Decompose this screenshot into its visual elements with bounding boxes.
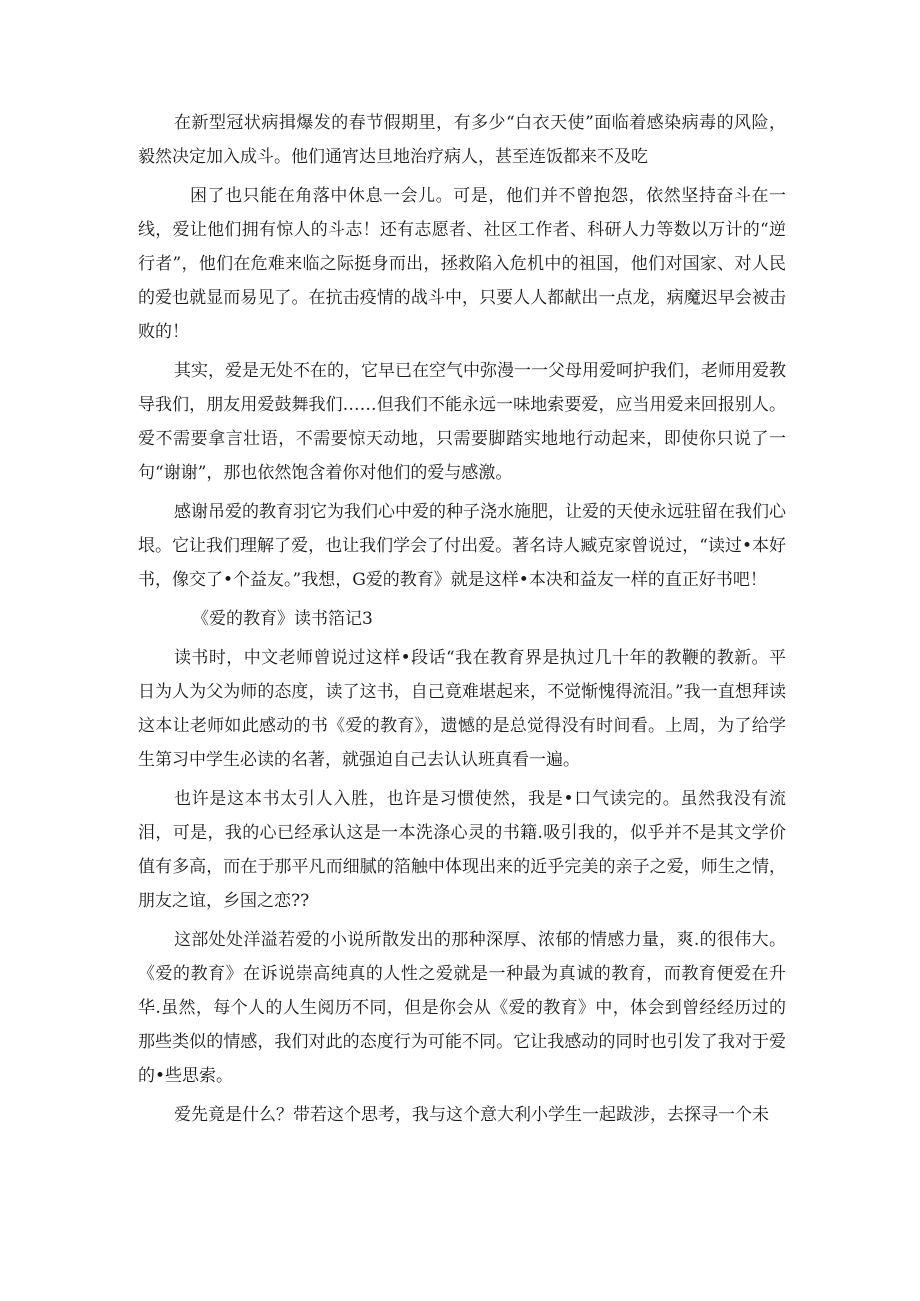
paragraph-5: 读书时，中文老师曾说过这样•段话“我在教育界是执过几十年的教鞭的教新。平日为人为父为师的态度，读了这书，自己竟难堪起来，不觉惭愧得流泪。”我一直想拜读这本让老师如此感动的书《爱的教育》，遗憾的是总觉得没有时间看。上周，为了给学生第习中学生必读的名著，就强迫自己去认认班真看一遍。 [138,648,786,770]
paragraph-1: 在新型冠状病揖爆发的春节假期里，有多少“白衣天使”面临着感染病毒的风险，毅然决定加入成斗。他们通宵达旦地治疗病人，甚至连饭都来不及吃 [138,113,786,167]
paragraph-6: 也许是这本书太引人入胜，也许是习惯使然，我是•口气读完的。虽然我没有流泪，可是，我的心已经承认这是一本洗涤心灵的书籍.吸引我的，似乎并不是其文学价值有多高，而在于那平凡而细腻的箔触中体现出来的近乎完美的亲子之爱，师生之情，朋友之谊，乡国之恋?? [138,789,786,911]
paragraph-4: 感谢吊爱的教育羽它为我们心中爱的种子浇水施肥，让爱的天使永远驻留在我们心垠。它让我们理解了爱，也让我们学会了付出爱。著名诗人臧克家曾说过，“读过•本好书，像交了•个益友。”我想，G爱的教育》就是这样•本决和益友一样的直正好书吧！ [138,502,786,590]
paragraph-3: 其实，爱是无处不在的，它早已在空气中弥漫一一父母用爱呵护我们，老师用爱教导我们，朋友用爱鼓舞我们……但我们不能永远一味地索要爱，应当用爱来回报别人。爱不需要拿言壮语，不需要惊天动地，只需要脚踏实地地行动起来，即使你只说了一句“谢谢”，那也依然饱含着你对他们的爱与感激。 [138,361,786,483]
document-body [138,106,786,1137]
section-heading: 《爱的教育》读书箔记3 [192,609,373,629]
paragraph-7: 这部处处洋溢若爱的小说所散发出的那种深厚、浓郁的情感力量，爽.的很伟大。《爱的教育》在诉说崇高纯真的人性之爱就是一种最为真诚的教育，而教育便爱在升华.虽然，每个人的人生阅历不同，但是你会从《爱的教育》中，体会到曾经经历过的那些类似的情感，我们对此的态度行为可能不同。它让我感动的同时也引发了我对于爱的•些思索。 [138,930,786,1086]
paragraph-2: 困了也只能在角落中休息一会儿。可是，他们并不曾抱怨，依然坚持奋斗在一线，爱让他们拥有惊人的斗志！还有志愿者、社区工作者、科研人力等数以万计的“逆行者”，他们在危难来临之际挺身而出，拯救陷入危机中的祖国，他们对国家、对人民的爱也就显而易见了。在抗击疫情的战斗中，只要人人都献出一点龙，病魔迟早会被击败的！ [138,186,786,342]
paragraph-8: 爱先竟是什么？带若这个思考，我与这个意大利小学生一起跋涉，去探寻一个未 [174,1105,769,1125]
